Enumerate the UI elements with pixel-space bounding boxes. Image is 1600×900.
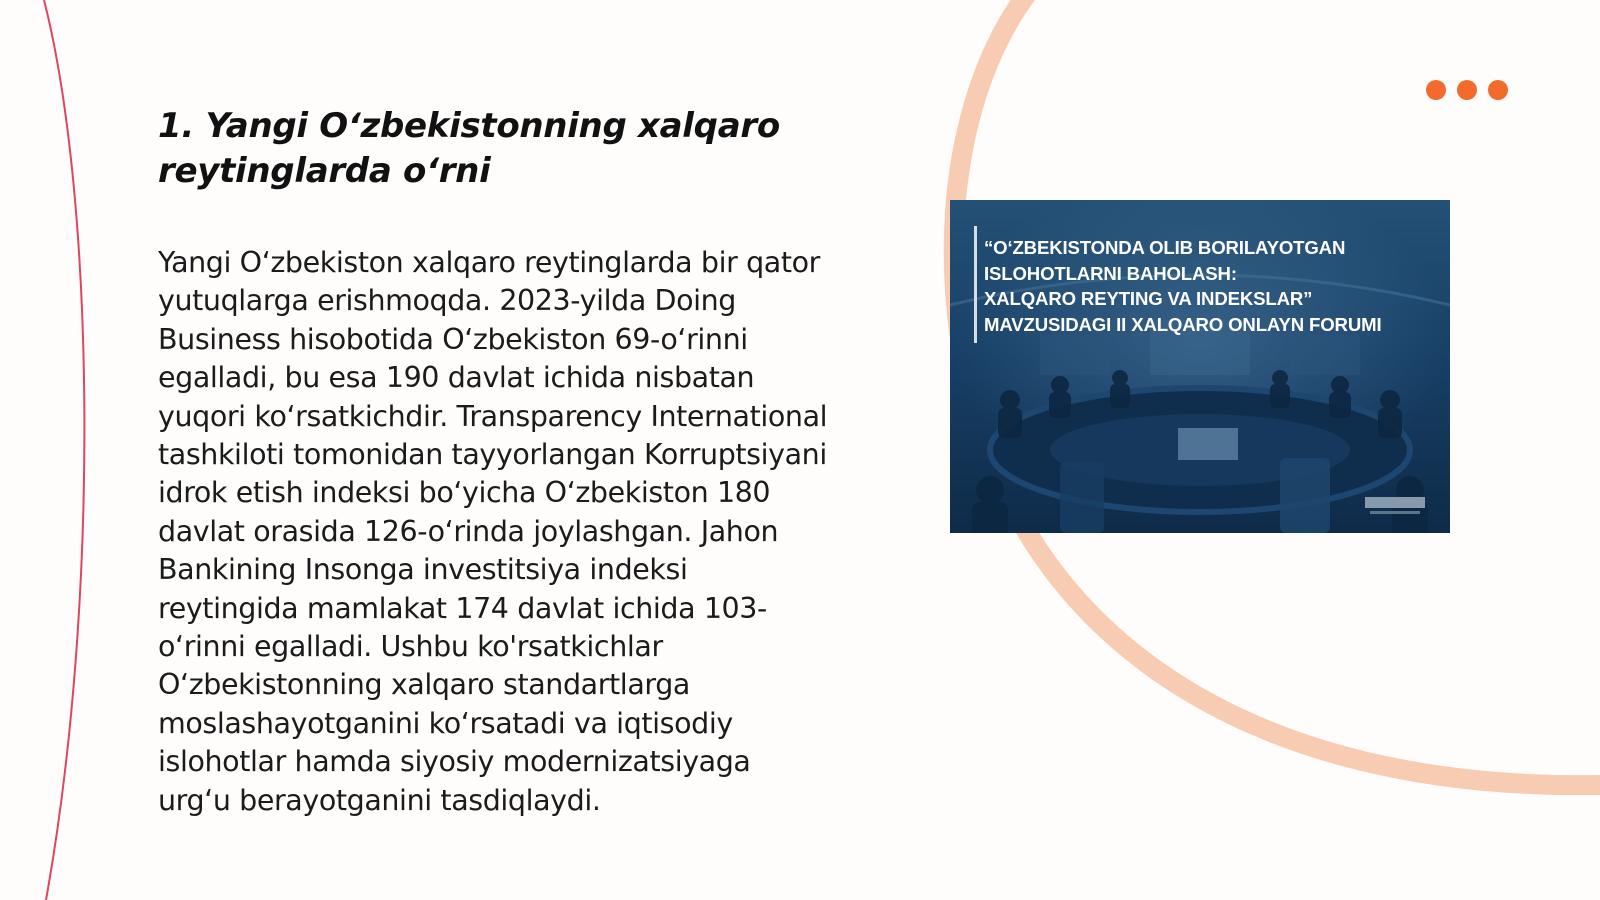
dot-icon — [1488, 80, 1508, 100]
left-accent-curve — [44, 0, 84, 900]
dot-icon — [1426, 80, 1446, 100]
decorative-dots — [1426, 80, 1508, 100]
forum-photo — [950, 200, 1450, 533]
slide-title: 1. Yangi O‘zbekistonning xalqaro reytinglarda o‘rni — [158, 106, 780, 191]
photo-caption: “O‘ZBEKISTONDA OLIB BORILAYOTGAN ISLOHOTLARNI BAHOLASH: XALQARO REYTING VA INDEKSLAR” MAVZUSIDAGI II XALQARO ONLAYN FORUMI — [984, 237, 1382, 335]
dot-icon — [1457, 80, 1477, 100]
slide-body-text: Yangi O‘zbekiston xalqaro reytinglarda bir qator yutuqlarga erishmoqda. 2023-yilda Doing Business hisobotida O‘zbekiston 69-o‘rinni egalladi, bu esa 190 davlat ichida nisbatan yuqori ko‘rsatkichdir. Transparency International tashkiloti tomonidan tayyorlangan Korruptsiyani idrok etish indeksi bo‘yicha O‘zbekiston 180 davlat orasida 126-o‘rinda joylashgan. Jahon Bankining Insonga investitsiya indeksi reytingida mamlakat 174 davlat ichida 103-o‘rinni egalladi. Ushbu ko'rsatkichlar O‘zbekistonning xalqaro standartlarga moslashayotganini ko‘rsatadi va iqtisodiy islohotlar hamda siyosiy modernizatsiyaga urg‘u berayotganini tasdiqlaydi. — [158, 246, 828, 817]
caption-accent-bar — [974, 226, 977, 343]
